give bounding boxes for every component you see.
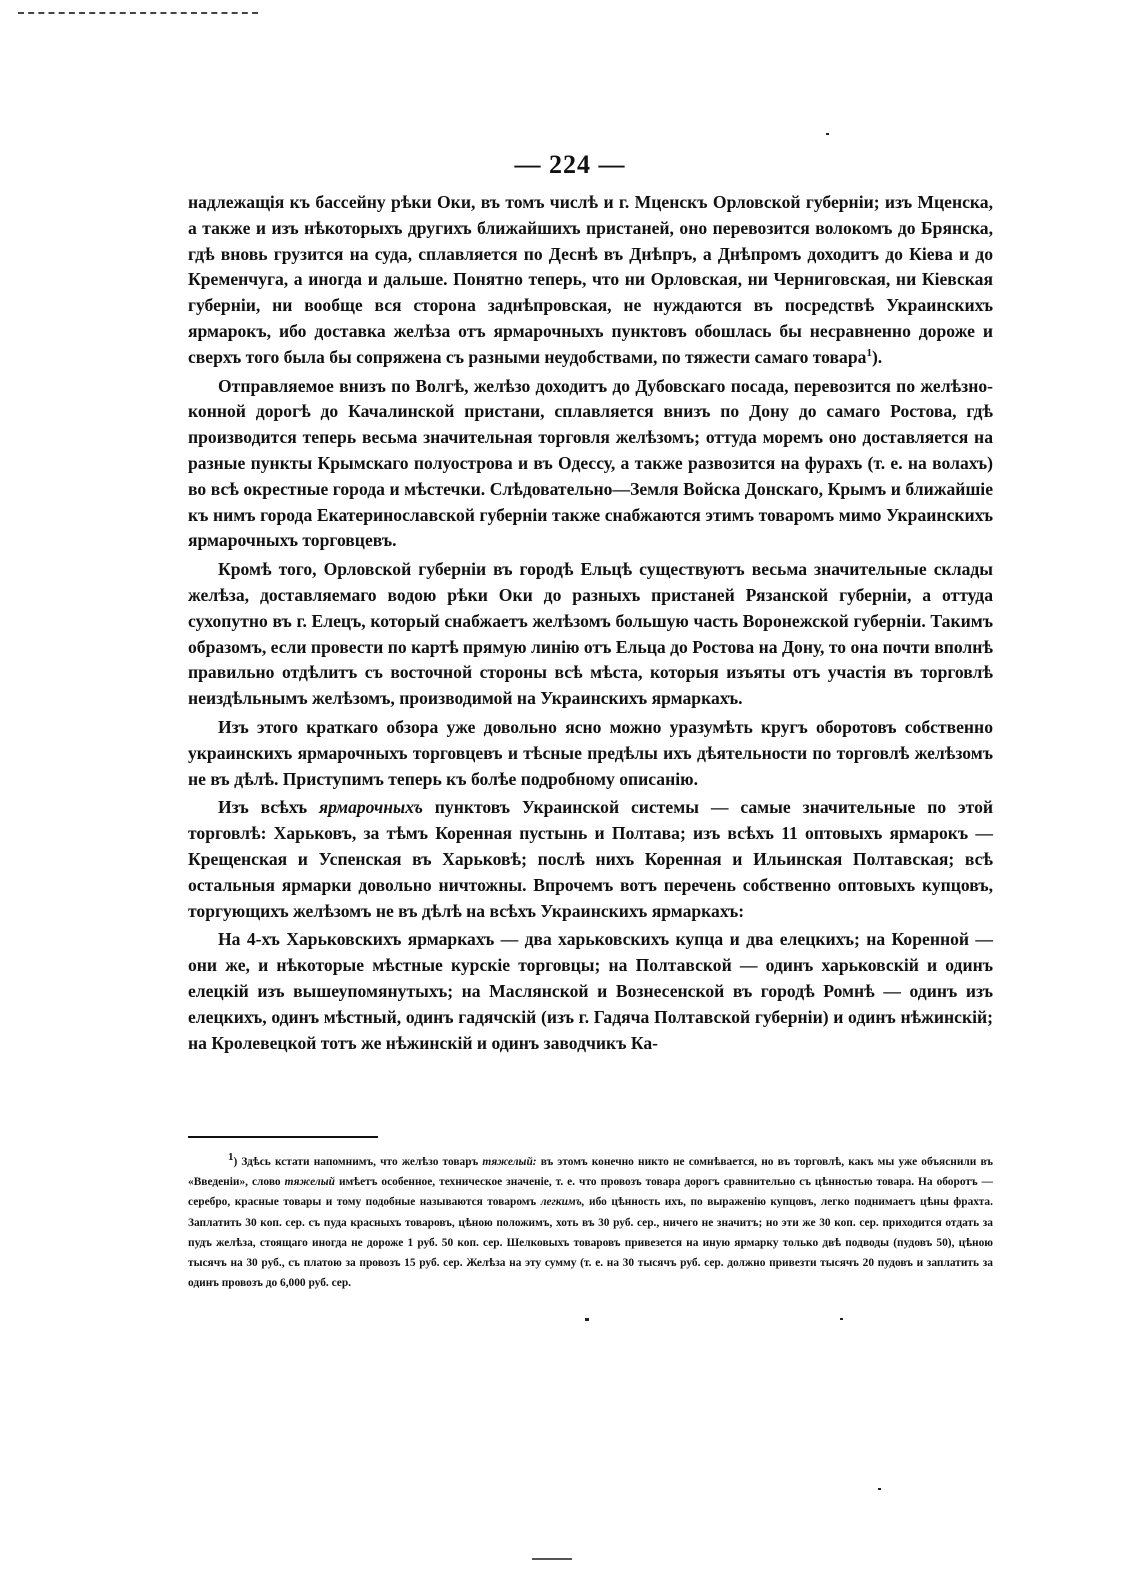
scan-speck [878,1488,881,1490]
paragraph-lead: Изъ всѣхъ [218,797,308,818]
scan-speck [585,1318,589,1321]
scan-speck [840,1318,843,1320]
footnote-mark: 1 [228,1151,234,1164]
scan-artifact-line [532,1558,572,1560]
footnote-1 [188,1152,993,1293]
paragraph-text: пунктовъ Украинской системы — самые значительные по этой торговлѣ: Харьковъ, за тѣмъ Коренная пустынь и Полтава; изъ всѣхъ 11 оптовыхъ ярмарокъ — Крещенская и Успенская въ Харьковѣ; послѣ нихъ Коренная и Ильинская Полтавская; всѣ остальныя ярмарки довольно ничтожны. Впрочемъ вотъ перечень собственно оптовыхъ купцовъ, торгующихъ желѣзомъ не въ дѣлѣ на всѣхъ Украинскихъ ярмаркахъ: [188,797,993,921]
paragraph-tail: ). [871,346,883,367]
paragraph-text: надлежащія къ бассейну рѣки Оки, въ томъ числѣ и г. Мценскъ Орловской губерніи; изъ Мценска, а также и изъ нѣкоторыхъ другихъ ближайшихъ пристаней, оно перевозится волокомъ до Брянска, гдѣ вновь грузится на суда, сплавляется по Деснѣ въ Днѣпръ, а Днѣпромъ доходитъ до Кіева и до Кременчуга, а иногда и дальше. Понятно теперь, что ни Орловская, ни Черниговская, ни Кіевская губерніи, ни вообще вся сторона заднѣпровская, не нуждаются въ посредствѣ Украинскихъ ярмарокъ, ибо доставка желѣза отъ ярмарочныхъ пунктовъ обошлась бы несравненно дороже и сверхъ того была бы сопряжена съ разными неудобствами, по тяжести самаго товара [188,192,993,367]
emphasis-text: ярмарочныхъ [319,797,423,818]
footnote-emphasis: легкимъ, [540,1196,585,1209]
footnote-emphasis: тяжелый: [482,1156,537,1168]
scan-speck [826,133,829,135]
footnote-block [188,1152,993,1293]
paragraph-6: На 4-хъ Харьковскихъ ярмаркахъ — два харьковскихъ купца и два елецкихъ; на Коренной — они же, и нѣкоторые мѣстные курскіе торговцы; на Полтавской — одинъ харьковскій и одинъ елецкій изъ вышеупомянутыхъ; на Маслянской и Вознесенской въ городѣ Ромнѣ — одинъ изъ елецкихъ, одинъ мѣстный, одинъ гадячскій (изъ г. Гадяча Полтавской губерніи) и одинъ нѣжинскій; на Кролевецкой тотъ же нѣжинскій и одинъ заводчикъ Ка- [188,929,993,1053]
paragraph-2: Отправляемое внизъ по Волгѣ, желѣзо доходитъ до Дубовскаго посада, перевозится по желѣзно-конной дорогѣ до Качалинской пристани, сплавляется внизъ по Дону до самаго Ростова, гдѣ производится теперь весьма значительная торговля желѣзомъ; оттуда моремъ оно доставляется на разные пункты Крымскаго полуострова и въ Одессу, а также развозится на фурахъ (т. е. на волахъ) во всѣ окрестные города и мѣстечки. Слѣдовательно—Земля Войска Донскаго, Крымъ и ближайшіе къ нимъ города Екатеринославской губерніи также снабжаются этимъ товаромъ мимо Украинскихъ ярмарочныхъ торговцевъ. [188,375,993,551]
page-number: — 224 — [514,150,626,179]
footnote-reference: 1 [866,346,872,359]
footnote-text: въ этомъ конечно никто не сомнѣвается, но въ торговлѣ, какъ мы уже объяснили въ «Введеніи», слово [188,1156,993,1189]
footnote-text: ибо цѣнность ихъ, по выраженію купцовъ, легко поднимаетъ цѣны фрахта. Заплатить 30 коп. сер. съ пуда красныхъ товаровъ, цѣною положимъ, хоть въ 30 руб. сер., ничего не значитъ; но эти же 30 коп. сер. приходится отдать за пудъ желѣза, стоящаго иногда не дороже 1 руб. 50 коп. сер. Шелковыхъ товаровъ привезется на иную ярмарку только двѣ подводы (пудовъ 50), цѣною тысячъ на 30 руб., съ платою за провозъ 15 руб. сер. Желѣза на эту сумму (т. е. на 30 тысячъ руб. сер. должно привезти тысячъ 20 пудовъ и заплатить за одинъ провозъ до 6,000 руб. сер. [188,1196,993,1290]
scan-artifact-line [18,12,258,14]
paragraph-4: Изъ этого краткаго обзора уже довольно ясно можно уразумѣть кругъ оборотовъ собственно украинскихъ ярмарочныхъ торговцевъ и тѣсные предѣлы ихъ дѣятельности по торговлѣ желѣзомъ не въ дѣлѣ. Приступимъ теперь къ болѣе подробному описанію. [188,716,993,789]
footnote-divider [188,1136,378,1138]
paragraph-3: Кромѣ того, Орловской губерніи въ городѣ Ельцѣ существуютъ весьма значительные склады желѣза, доставляемаго водою рѣки Оки до разныхъ пристаней Рязанской губерніи, а оттуда сухопутно въ г. Елецъ, который снабжаетъ желѣзомъ большую часть Воронежской губерніи. Такимъ образомъ, если провести по картѣ прямую линію отъ Ельца до Ростова на Дону, то она почти вполнѣ правильно отдѣлитъ съ восточной стороны всѣ мѣста, которыя изъяты отъ участія въ торговлѣ неиздѣльнымъ желѣзомъ, производимой на Украинскихъ ярмаркахъ. [188,559,993,709]
paragraph-5 [188,795,993,924]
footnote-emphasis: тяжелый [284,1176,335,1189]
footnote-text: имѣетъ особенное, техническое значеніе, т. е. что провозъ товара дорогъ сравнительно съ цѣнностью товара. На оборотъ — серебро, красные товары и тому подобные называются товаромъ [188,1176,993,1209]
footnote-text: ) Здѣсь кстати напомнимъ, что желѣзо товаръ [233,1156,479,1168]
body-text [188,190,993,1059]
paragraph-1 [188,190,993,371]
